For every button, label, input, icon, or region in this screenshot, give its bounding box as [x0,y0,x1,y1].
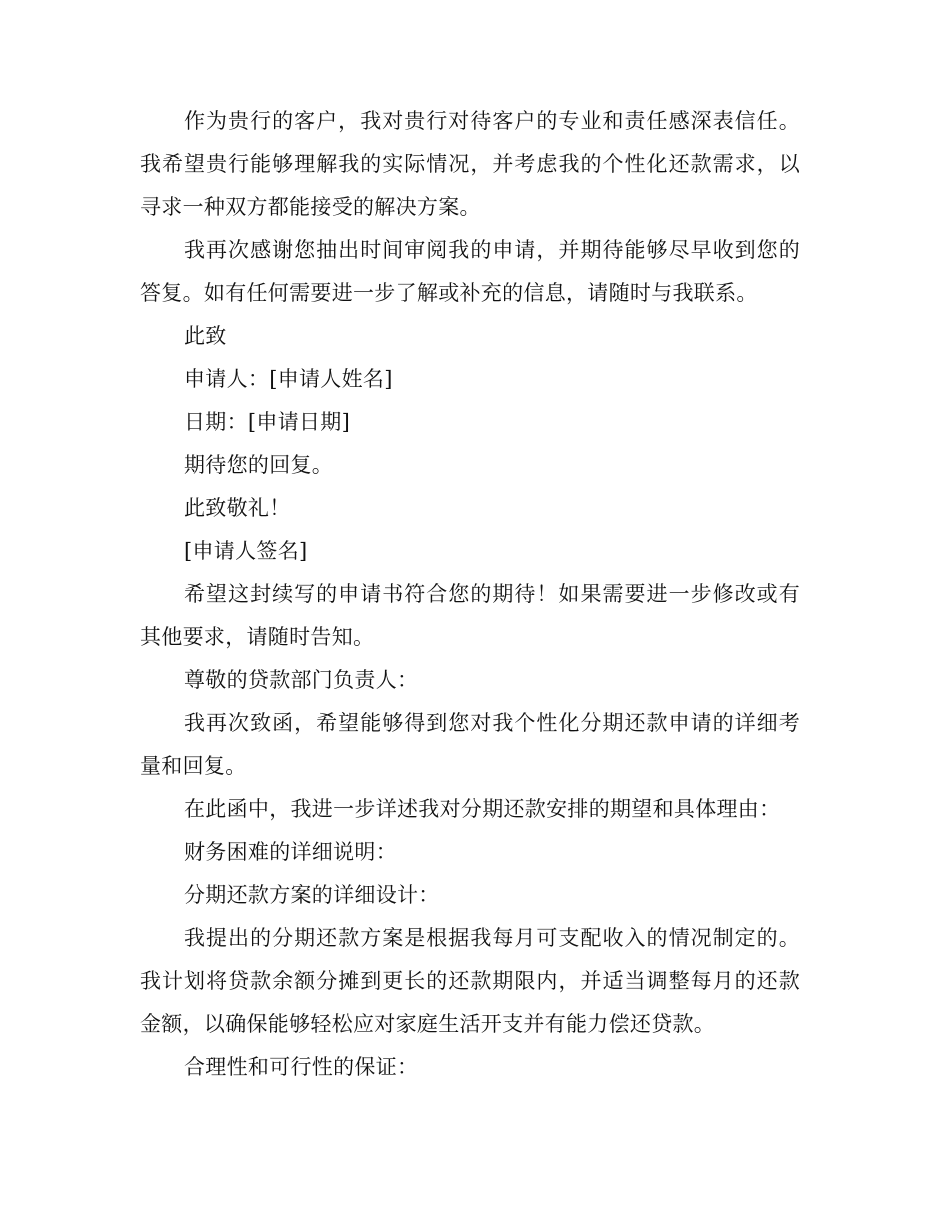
heading-financial-difficulty: 财务困难的详细说明： [184,840,397,864]
paragraph-plan-detail: 我提出的分期还款方案是根据我每月可支配收入的情况制定的。我计划将贷款余额分摊到更长的还款期限内，并适当调整每月的还款金额，以确保能够轻松应对家庭生活开支并有能力偿还贷款。 [140,926,800,1036]
salutation-closing: 此致敬礼！ [184,496,291,520]
document-body [140,100,800,1089]
paragraph-thanks: 我再次感谢您抽出时间审阅我的申请，并期待能够尽早收到您的答复。如有任何需要进一步了解或补充的信息，请随时与我联系。 [140,238,800,305]
applicant-name-line: 申请人：[申请人姓名] [184,367,393,391]
paragraph-rewrite: 我再次致函，希望能够得到您对我个性化分期还款申请的详细考量和回复。 [140,711,800,778]
paragraph-hope: 希望这封续写的申请书符合您的期待！如果需要进一步修改或有其他要求，请随时告知。 [140,582,800,649]
closing-cizhi: 此致 [184,324,227,348]
signature-line: [申请人签名] [184,539,308,563]
paragraph-detail-intro: 在此函中，我进一步详述我对分期还款安排的期望和具体理由： [184,797,781,821]
paragraph-trust: 作为贵行的客户，我对贵行对待客户的专业和责任感深表信任。我希望贵行能够理解我的实际情况，并考虑我的个性化还款需求，以寻求一种双方都能接受的解决方案。 [140,109,800,219]
date-line: 日期：[申请日期] [184,410,351,434]
awaiting-reply-line: 期待您的回复。 [184,453,334,477]
heading-feasibility: 合理性和可行性的保证： [184,1055,419,1079]
greeting-line: 尊敬的贷款部门负责人： [184,668,419,692]
heading-installment-plan: 分期还款方案的详细设计： [184,883,440,907]
